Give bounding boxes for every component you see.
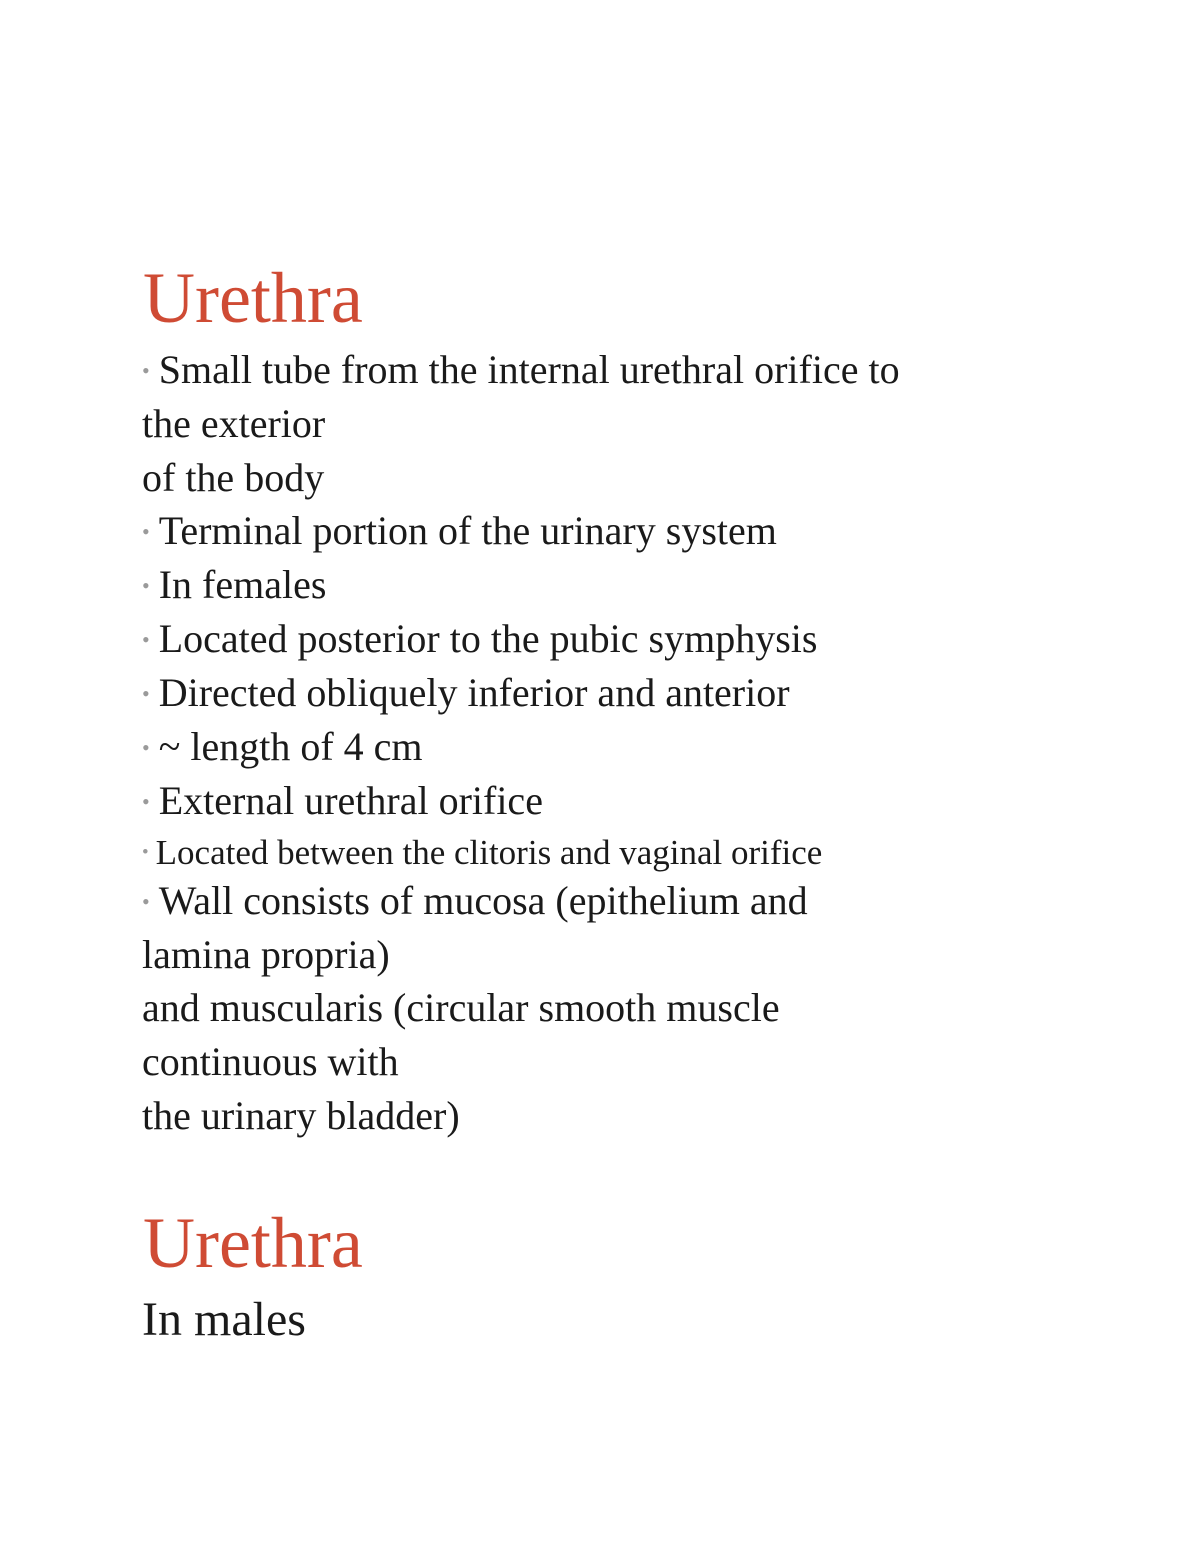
line-text: lamina propria) <box>142 932 390 977</box>
list-item-continuation <box>142 1039 399 1084</box>
line-text: External urethral orifice <box>158 778 543 823</box>
list-item <box>142 347 900 392</box>
list-item <box>142 508 777 553</box>
list-item-continuation <box>142 401 326 446</box>
line-text: and muscularis (circular smooth muscle <box>142 985 780 1030</box>
list-item <box>142 878 808 923</box>
section-title-urethra: Urethra <box>143 1203 363 1283</box>
bullet-icon: • <box>142 788 150 814</box>
list-item <box>142 562 327 607</box>
line-text: Located posterior to the pubic symphysis <box>158 616 818 661</box>
list-item-continuation <box>142 455 325 500</box>
list-item <box>142 616 818 661</box>
bullet-icon: • <box>142 680 150 706</box>
bullet-icon: • <box>142 626 150 652</box>
line-text: the urinary bladder) <box>142 1093 460 1138</box>
line-text: Wall consists of mucosa (epithelium and <box>158 878 808 923</box>
list-item-continuation <box>142 985 780 1030</box>
line-text: Directed obliquely inferior and anterior <box>158 670 790 715</box>
list-item <box>142 835 822 870</box>
bullet-icon: • <box>142 888 150 914</box>
line-text: ~ length of 4 cm <box>158 724 423 769</box>
line-text: continuous with <box>142 1039 399 1084</box>
list-item-continuation <box>142 932 390 977</box>
bullet-icon: • <box>142 734 150 760</box>
line-text: In females <box>158 562 327 607</box>
line-text: the exterior <box>142 401 326 446</box>
list-item-continuation <box>142 1093 460 1138</box>
bullet-icon: • <box>142 357 150 383</box>
bullet-icon: • <box>142 518 150 544</box>
list-item <box>142 778 543 823</box>
line-text: Small tube from the internal urethral orifice to <box>158 347 900 392</box>
bullet-icon: • <box>142 572 150 598</box>
line-text: Located between the clitoris and vaginal orifice <box>155 833 823 872</box>
list-item <box>142 724 423 769</box>
section-subtitle: In males <box>142 1293 306 1346</box>
line-text: of the body <box>142 455 325 500</box>
bullet-icon: • <box>142 842 149 864</box>
list-item <box>142 670 790 715</box>
section-title-urethra: Urethra <box>143 258 363 338</box>
line-text: Terminal portion of the urinary system <box>158 508 777 553</box>
